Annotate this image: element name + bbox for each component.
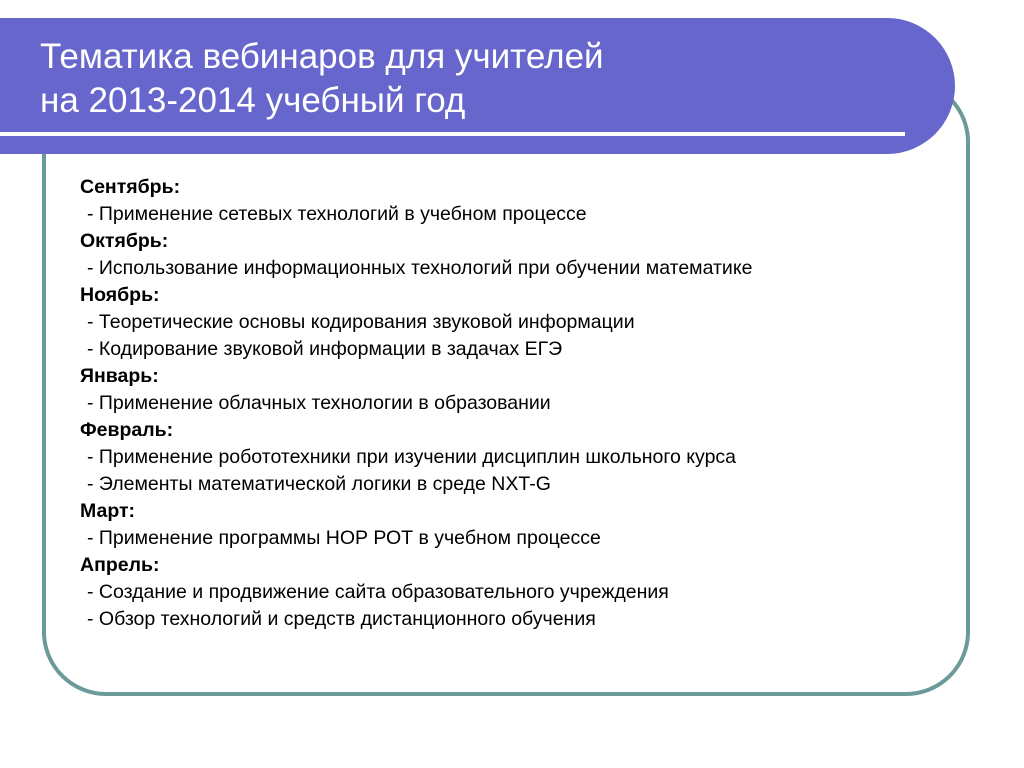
month-section-april (80, 552, 940, 633)
slide-title-line-1: Тематика вебинаров для учителей (40, 37, 604, 76)
topic-item: - Использование информационных технологий при обучении математике (87, 257, 753, 279)
month-section-september (80, 174, 940, 228)
month-label: Сентябрь: (80, 176, 181, 198)
slide-title-line-2: на 2013-2014 учебный год (40, 81, 466, 120)
month-label: Апрель: (80, 554, 160, 576)
month-label: Ноябрь: (80, 284, 160, 306)
month-label: Март: (80, 500, 136, 522)
month-section-march (80, 498, 940, 552)
month-label: Январь: (80, 365, 159, 387)
topic-item: - Элементы математической логики в среде NXT-G (87, 473, 551, 495)
topic-item: - Теоретические основы кодирования звуковой информации (87, 311, 635, 333)
topic-item: - Кодирование звуковой информации в задачах ЕГЭ (87, 338, 563, 360)
month-label: Октябрь: (80, 230, 169, 252)
month-section-february (80, 417, 940, 498)
topic-item: - Применение робототехники при изучении дисциплин школьного курса (87, 446, 737, 468)
month-section-november (80, 282, 940, 363)
title-rule (0, 132, 905, 136)
month-section-october (80, 228, 940, 282)
topic-item: - Применение сетевых технологий в учебном процессе (87, 203, 587, 225)
month-label: Февраль: (80, 419, 174, 441)
slide-title (40, 35, 604, 123)
topic-item: - Создание и продвижение сайта образовательного учреждения (87, 581, 669, 603)
topic-item: - Применение программы НОР РОТ в учебном процессе (87, 527, 601, 549)
topic-item: - Применение облачных технологии в образовании (87, 392, 551, 414)
month-section-january (80, 363, 940, 417)
topic-item: - Обзор технологий и средств дистанционного обучения (87, 608, 596, 630)
webinar-schedule (80, 174, 940, 633)
